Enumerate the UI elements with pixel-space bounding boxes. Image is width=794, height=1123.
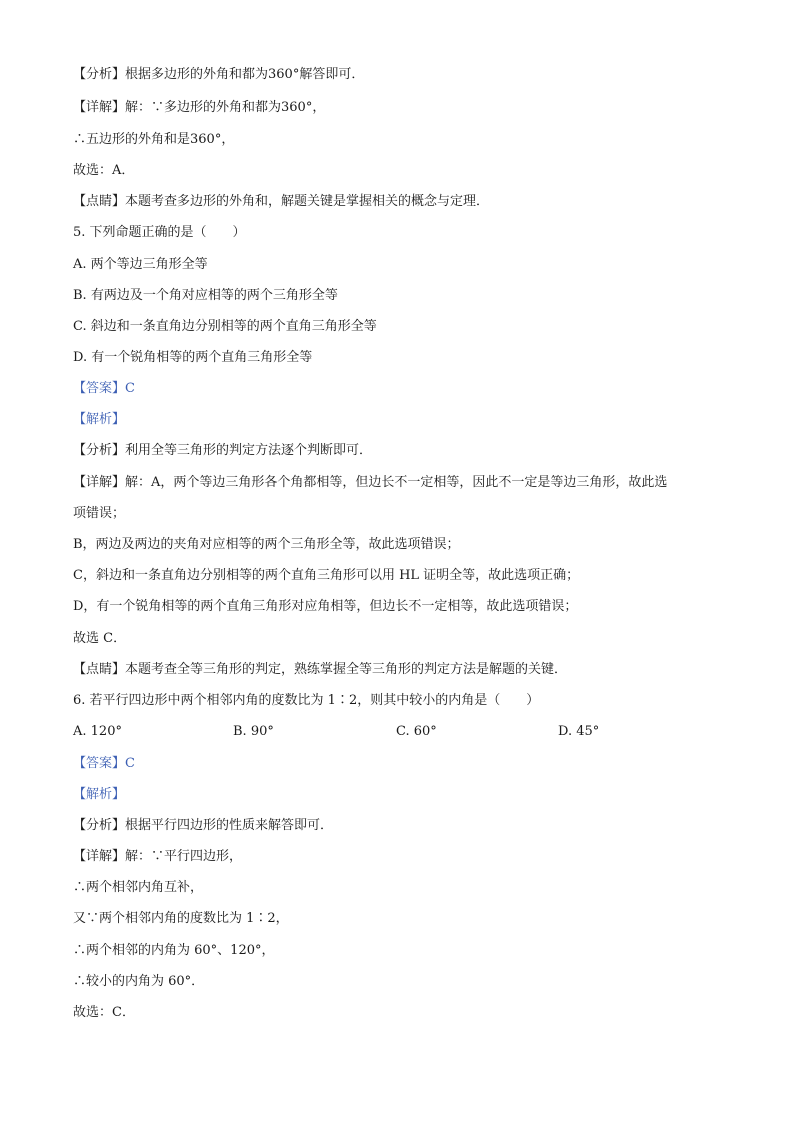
q5-stem: 5. 下列命题正确的是（ ） bbox=[73, 225, 246, 240]
q6-answer: 【答案】C bbox=[73, 756, 135, 771]
q4-comment: 【点睛】本题考查多边形的外角和，解题关键是掌握相关的概念与定理． bbox=[73, 194, 490, 209]
q5-answer: 【答案】C bbox=[73, 381, 135, 396]
q5-analysis: 【分析】利用全等三角形的判定方法逐个判断即可． bbox=[73, 443, 373, 458]
q6-step3: ∴两个相邻的内角为 60°、120°， bbox=[73, 943, 275, 958]
q6-detail: 【详解】解：∵平行四边形， bbox=[73, 849, 243, 864]
q5-detail-line1: 【详解】解：A，两个等边三角形各个角都相等，但边长不一定相等，因此不一定是等边三角形，故此选 bbox=[73, 475, 668, 490]
q5-detail-line2: 项错误； bbox=[73, 506, 126, 521]
q6-choose: 故选：C． bbox=[73, 1005, 135, 1020]
q6-options-row bbox=[73, 723, 713, 741]
q5-detail-d: D，有一个锐角相等的两个直角三角形对应角相等，但边长不一定相等，故此选项错误； bbox=[73, 599, 578, 614]
q5-jiexi-label: 【解析】 bbox=[73, 412, 126, 427]
q6-step4: ∴较小的内角为 60°． bbox=[73, 974, 205, 989]
q6-option-d: D. 45° bbox=[558, 724, 600, 739]
q6-option-c: C. 60° bbox=[396, 724, 437, 739]
q4-choose: 故选：A． bbox=[73, 163, 135, 178]
q4-detail: 【详解】解：∵多边形的外角和都为360°， bbox=[73, 100, 326, 115]
q6-stem: 6. 若平行四边形中两个相邻内角的度数比为 1∶2，则其中较小的内角是（ ） bbox=[73, 693, 540, 708]
q6-option-a: A. 120° bbox=[73, 724, 122, 739]
q5-detail-c: C，斜边和一条直角边分别相等的两个直角三角形可以用 HL 证明全等，故此选项正确； bbox=[73, 568, 580, 583]
q5-option-a: A. 两个等边三角形全等 bbox=[73, 257, 208, 272]
q5-option-d: D. 有一个锐角相等的两个直角三角形全等 bbox=[73, 350, 313, 365]
q6-jiexi-label: 【解析】 bbox=[73, 787, 126, 802]
q6-step2: 又∵两个相邻内角的度数比为 1∶2， bbox=[73, 911, 289, 926]
q6-analysis: 【分析】根据平行四边形的性质来解答即可． bbox=[73, 818, 334, 833]
q4-step: ∴五边形的外角和是360°， bbox=[73, 132, 235, 147]
q4-analysis: 【分析】根据多边形的外角和都为360°解答即可． bbox=[73, 67, 365, 82]
q5-comment: 【点睛】本题考查全等三角形的判定，熟练掌握全等三角形的判定方法是解题的关键． bbox=[73, 662, 568, 677]
q6-step1: ∴两个相邻内角互补， bbox=[73, 880, 204, 895]
q5-option-b: B. 有两边及一个角对应相等的两个三角形全等 bbox=[73, 288, 338, 303]
q5-detail-b: B，两边及两边的夹角对应相等的两个三角形全等，故此选项错误； bbox=[73, 537, 460, 552]
q5-option-c: C. 斜边和一条直角边分别相等的两个直角三角形全等 bbox=[73, 319, 377, 334]
q5-choose: 故选 C． bbox=[73, 631, 127, 646]
q6-option-b: B. 90° bbox=[233, 724, 274, 739]
